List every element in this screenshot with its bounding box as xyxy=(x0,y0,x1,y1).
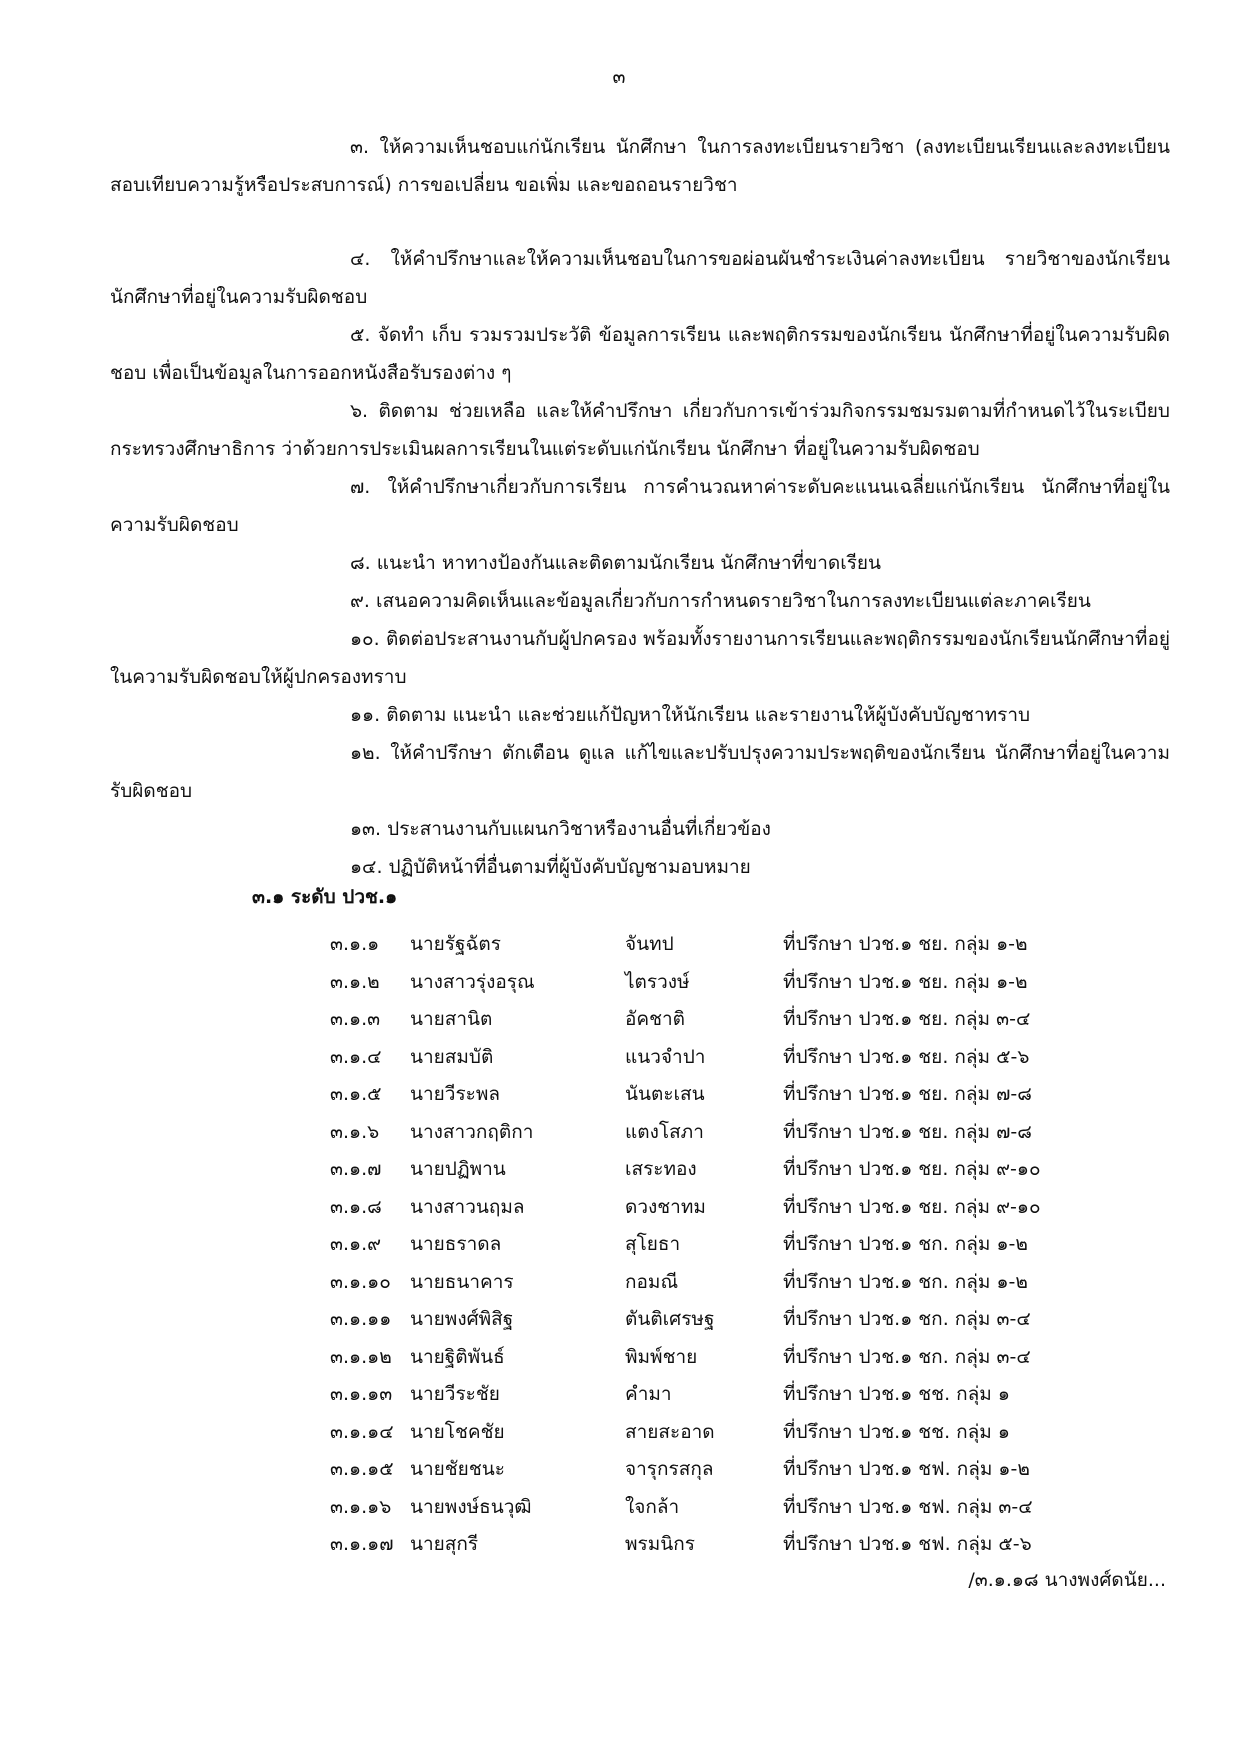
advisor-role: ที่ปรึกษา ปวช.๑ ชฟ. กลุ่ม ๓-๔ xyxy=(783,1495,1033,1518)
advisor-role: ที่ปรึกษา ปวช.๑ ชก. กลุ่ม ๓-๔ xyxy=(783,1345,1031,1368)
advisor-first-name: นายวีระพล xyxy=(410,1083,501,1105)
advisor-row xyxy=(0,1076,1238,1114)
advisor-role: ที่ปรึกษา ปวช.๑ ชก. กลุ่ม ๑-๒ xyxy=(783,1233,1028,1255)
advisor-row xyxy=(0,1451,1238,1489)
advisor-row xyxy=(0,926,1238,964)
advisor-row xyxy=(0,1001,1238,1039)
advisor-row xyxy=(0,1114,1238,1152)
advisor-number: ๓.๑.๘ xyxy=(330,1195,382,1218)
advisor-last-name: เสระทอง xyxy=(625,1158,697,1180)
advisor-role: ที่ปรึกษา ปวช.๑ ชก. กลุ่ม ๑-๒ xyxy=(783,1270,1028,1293)
advisor-first-name: นายฐิติพันธ์ xyxy=(410,1345,505,1368)
advisor-last-name: สายสะอาด xyxy=(625,1420,715,1443)
advisor-row xyxy=(0,1489,1238,1527)
continuation-note: /๓.๑.๑๘ นางพงศ์ดนัย... xyxy=(968,1569,1166,1591)
advisor-row xyxy=(0,1264,1238,1302)
advisor-first-name: นายโชคชัย xyxy=(410,1420,505,1443)
advisor-first-name: นายสมบัติ xyxy=(410,1045,494,1068)
advisor-last-name: สุโยธา xyxy=(625,1233,681,1255)
advisor-role: ที่ปรึกษา ปวช.๑ ชย. กลุ่ม ๑-๒ xyxy=(783,970,1028,993)
duty-item: ๑๒. ให้คำปรึกษา ตักเตือน ดูแล แก้ไขและปรับปรุงความประพฤติของนักเรียน นักศึกษาที่อยู่ในความรับผิดชอบ xyxy=(110,742,1170,802)
advisor-first-name: นายชัยชนะ xyxy=(410,1458,505,1480)
advisor-last-name: แนวจำปา xyxy=(625,1045,706,1068)
advisor-row xyxy=(0,1226,1238,1264)
advisor-role: ที่ปรึกษา ปวช.๑ ชช. กลุ่ม ๑ xyxy=(783,1420,1010,1443)
duty-item: ๘. แนะนำ หาทางป้องกันและติดตามนักเรียน นักศึกษาที่ขาดเรียน xyxy=(350,552,882,574)
advisor-number: ๓.๑.๔ xyxy=(330,1045,382,1068)
duty-item: ๓. ให้ความเห็นชอบแก่นักเรียน นักศึกษา ในการลงทะเบียนรายวิชา (ลงทะเบียนเรียนและลงทะเบียนสอบเทียบความรู้หรือประสบการณ์) การขอเปลี่ยน ขอเพิ่ม และขอถอนรายวิชา xyxy=(110,136,1170,196)
page-number: ๓ xyxy=(612,66,626,88)
advisor-last-name: จารุกรสกุล xyxy=(625,1458,714,1480)
duty-item: ๑๓. ประสานงานกับแผนกวิชาหรืองานอื่นที่เกี่ยวข้อง xyxy=(350,818,771,840)
advisor-last-name: พิมพ์ชาย xyxy=(625,1345,698,1368)
advisor-last-name: คำมา xyxy=(625,1383,672,1405)
advisor-number: ๓.๑.๑๕ xyxy=(330,1458,394,1480)
advisor-first-name: นายธราดล xyxy=(410,1233,502,1255)
duty-item: ๑๔. ปฏิบัติหน้าที่อื่นตามที่ผู้บังคับบัญชามอบหมาย xyxy=(350,856,751,878)
duty-item: ๑๐. ติดต่อประสานงานกับผู้ปกครอง พร้อมทั้งรายงานการเรียนและพฤติกรรมของนักเรียนนักศึกษาที่อยู่ในความรับผิดชอบให้ผู้ปกครองทราบ xyxy=(110,628,1170,688)
advisor-last-name: ตันติเศรษฐ xyxy=(625,1308,715,1330)
advisor-last-name: ดวงชาทม xyxy=(625,1195,706,1218)
advisor-row xyxy=(0,1526,1238,1564)
advisor-last-name: จันทป xyxy=(625,933,674,955)
advisor-first-name: นายรัฐฉัตร xyxy=(410,933,501,955)
duty-item: ๔. ให้คำปรึกษาและให้ความเห็นชอบในการขอผ่อนผันชำระเงินค่าลงทะเบียน รายวิชาของนักเรียน นักศึกษาที่อยู่ในความรับผิดชอบ xyxy=(110,248,1170,308)
advisor-last-name: ใจกล้า xyxy=(625,1495,680,1518)
duty-item: ๗. ให้คำปรึกษาเกี่ยวกับการเรียน การคำนวณหาค่าระดับคะแนนเฉลี่ยแก่นักเรียน นักศึกษาที่อยู่ในความรับผิดชอบ xyxy=(110,476,1170,536)
advisor-number: ๓.๑.๑๑ xyxy=(330,1308,392,1330)
advisor-row xyxy=(0,1339,1238,1377)
advisor-first-name: นายสานิต xyxy=(410,1008,493,1030)
advisor-role: ที่ปรึกษา ปวช.๑ ชย. กลุ่ม ๙-๑๐ xyxy=(783,1158,1041,1180)
advisor-first-name: นายพงศ์พิสิฐ xyxy=(410,1308,514,1330)
advisor-row xyxy=(0,964,1238,1002)
advisor-number: ๓.๑.๗ xyxy=(330,1158,382,1180)
advisor-number: ๓.๑.๑๗ xyxy=(330,1533,394,1555)
duty-item: ๕. จัดทำ เก็บ รวมรวมประวัติ ข้อมูลการเรียน และพฤติกรรมของนักเรียน นักศึกษาที่อยู่ในความรับผิดชอบ เพื่อเป็นข้อมูลในการออกหนังสือรับรองต่าง ๆ xyxy=(110,324,1170,384)
advisor-role: ที่ปรึกษา ปวช.๑ ชช. กลุ่ม ๑ xyxy=(783,1383,1010,1405)
advisor-last-name: นันตะเสน xyxy=(625,1083,705,1105)
advisor-role: ที่ปรึกษา ปวช.๑ ชฟ. กลุ่ม ๕-๖ xyxy=(783,1533,1032,1555)
advisor-first-name: นางสาวรุ่งอรุณ xyxy=(410,970,535,993)
advisor-first-name: นายวีระชัย xyxy=(410,1383,500,1405)
advisor-role: ที่ปรึกษา ปวช.๑ ชย. กลุ่ม ๕-๖ xyxy=(783,1045,1030,1068)
advisor-row xyxy=(0,1376,1238,1414)
advisor-last-name: อัคชาติ xyxy=(625,1008,686,1030)
duty-item: ๙. เสนอความคิดเห็นและข้อมูลเกี่ยวกับการกำหนดรายวิชาในการลงทะเบียนแต่ละภาคเรียน xyxy=(350,590,1091,612)
advisor-number: ๓.๑.๑๓ xyxy=(330,1383,393,1405)
advisor-first-name: นางสาวนฤมล xyxy=(410,1195,525,1218)
advisor-last-name: ไตรวงษ์ xyxy=(625,970,690,993)
advisor-first-name: นายปฏิพาน xyxy=(410,1158,506,1180)
advisor-first-name: นางสาวกฤติกา xyxy=(410,1120,534,1143)
advisor-first-name: นายพงษ์ธนวุฒิ xyxy=(410,1495,532,1518)
advisor-last-name: แตงโสภา xyxy=(625,1120,704,1143)
section-heading: ๓.๑ ระดับ ปวช.๑ xyxy=(252,886,398,908)
duties-list xyxy=(110,128,1170,886)
advisor-number: ๓.๑.๙ xyxy=(330,1233,382,1255)
advisor-number: ๓.๑.๑๖ xyxy=(330,1495,392,1518)
advisor-list xyxy=(0,926,1238,1564)
advisor-number: ๓.๑.๕ xyxy=(330,1083,382,1105)
advisor-number: ๓.๑.๑๔ xyxy=(330,1420,394,1443)
advisor-number: ๓.๑.๒ xyxy=(330,970,380,993)
advisor-number: ๓.๑.๓ xyxy=(330,1008,381,1030)
advisor-row xyxy=(0,1414,1238,1452)
advisor-role: ที่ปรึกษา ปวช.๑ ชฟ. กลุ่ม ๑-๒ xyxy=(783,1458,1030,1480)
advisor-number: ๓.๑.๑๐ xyxy=(330,1270,391,1293)
advisor-last-name: พรมนิกร xyxy=(625,1533,695,1555)
advisor-role: ที่ปรึกษา ปวช.๑ ชย. กลุ่ม ๓-๔ xyxy=(783,1008,1031,1030)
advisor-number: ๓.๑.๑๒ xyxy=(330,1345,392,1368)
advisor-role: ที่ปรึกษา ปวช.๑ ชย. กลุ่ม ๗-๘ xyxy=(783,1083,1032,1105)
duty-item: ๖. ติดตาม ช่วยเหลือ และให้คำปรึกษา เกี่ยวกับการเข้าร่วมกิจกรรมชมรมตามที่กำหนดไว้ในระเบียบกระทรวงศึกษาธิการ ว่าด้วยการประเมินผลการเรียนในแต่ระดับแก่นักเรียน นักศึกษา ที่อยู่ในความรับผิดชอบ xyxy=(110,400,1170,460)
advisor-row xyxy=(0,1039,1238,1077)
advisor-number: ๓.๑.๑ xyxy=(330,933,380,955)
advisor-row xyxy=(0,1189,1238,1227)
advisor-row xyxy=(0,1301,1238,1339)
advisor-first-name: นายสุกรี xyxy=(410,1533,479,1555)
advisor-role: ที่ปรึกษา ปวช.๑ ชก. กลุ่ม ๓-๔ xyxy=(783,1308,1031,1330)
advisor-role: ที่ปรึกษา ปวช.๑ ชย. กลุ่ม ๑-๒ xyxy=(783,933,1028,955)
advisor-role: ที่ปรึกษา ปวช.๑ ชย. กลุ่ม ๗-๘ xyxy=(783,1120,1032,1143)
advisor-row xyxy=(0,1151,1238,1189)
advisor-role: ที่ปรึกษา ปวช.๑ ชย. กลุ่ม ๙-๑๐ xyxy=(783,1195,1041,1218)
advisor-number: ๓.๑.๖ xyxy=(330,1120,380,1143)
advisor-first-name: นายธนาคาร xyxy=(410,1270,514,1293)
duty-item: ๑๑. ติดตาม แนะนำ และช่วยแก้ปัญหาให้นักเรียน และรายงานให้ผู้บังคับบัญชาทราบ xyxy=(350,704,1031,726)
advisor-last-name: กอมณี xyxy=(625,1270,679,1293)
